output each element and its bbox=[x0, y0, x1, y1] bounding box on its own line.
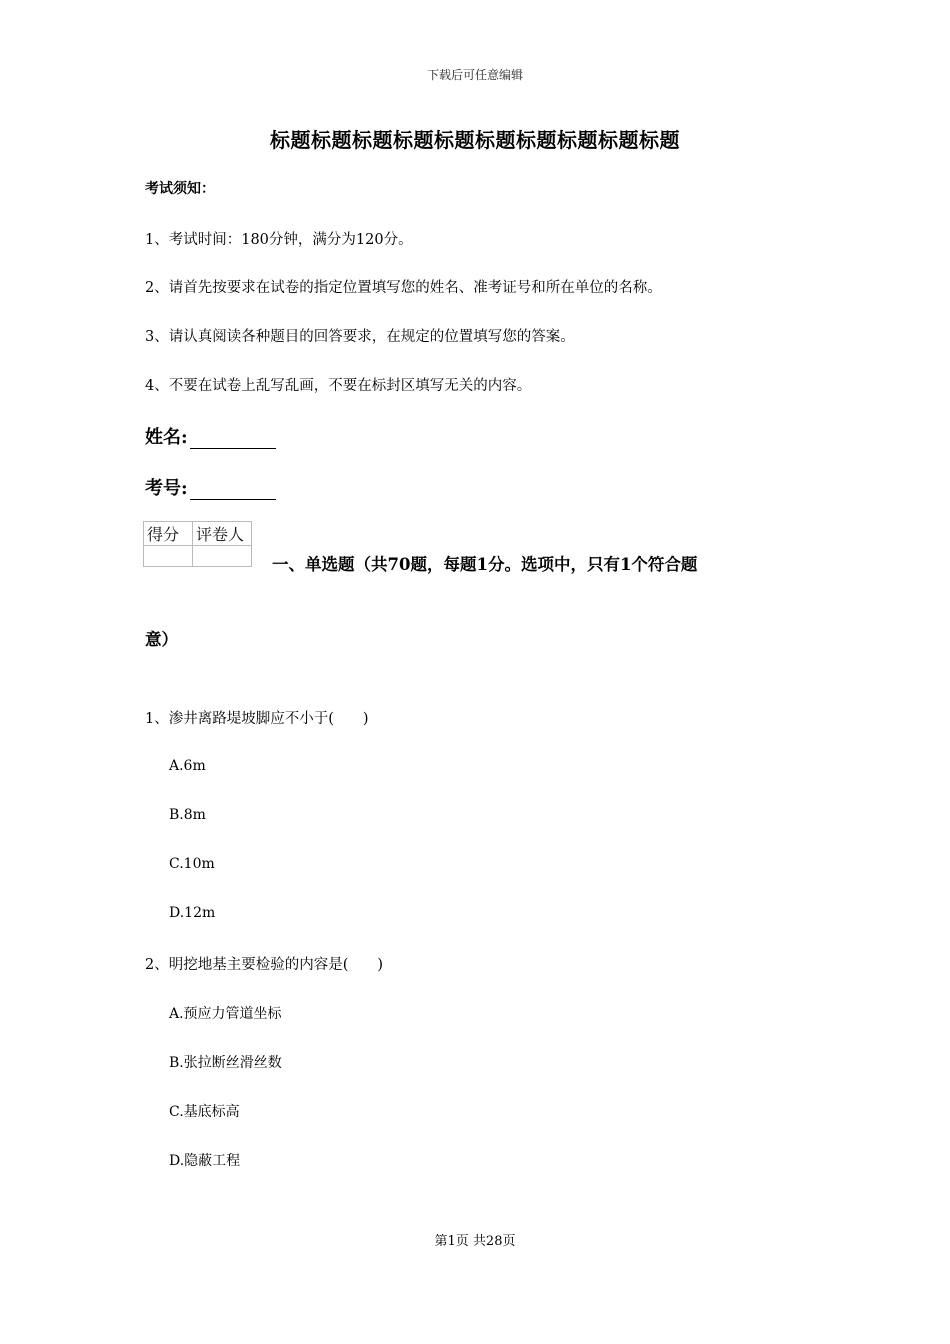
notice-heading: 考试须知： bbox=[145, 181, 215, 197]
question-option: A.6m bbox=[169, 758, 206, 774]
exam-id-field[interactable] bbox=[145, 474, 276, 500]
name-label: 姓名: bbox=[145, 427, 188, 448]
question-stem: 2、明挖地基主要检验的内容是( ) bbox=[145, 957, 384, 973]
score-cell[interactable] bbox=[144, 546, 193, 567]
question-option: C.基底标高 bbox=[169, 1104, 240, 1120]
score-header: 得分 bbox=[144, 522, 193, 546]
section-title-continued: 意） bbox=[145, 630, 178, 649]
question-option: B.张拉断丝滑丝数 bbox=[169, 1055, 282, 1071]
exam-id-blank-line[interactable] bbox=[190, 481, 276, 500]
name-blank-line[interactable] bbox=[190, 430, 276, 449]
name-field[interactable] bbox=[145, 423, 276, 449]
notice-rule: 3、请认真阅读各种题目的回答要求，在规定的位置填写您的答案。 bbox=[145, 329, 575, 345]
notice-rule: 2、请首先按要求在试卷的指定位置填写您的姓名、准考证号和所在单位的名称。 bbox=[145, 280, 662, 296]
header-note: 下载后可任意编辑 bbox=[426, 68, 523, 82]
notice-rule: 1、考试时间：180分钟，满分为120分。 bbox=[145, 232, 413, 248]
score-table bbox=[143, 521, 252, 567]
document-title: 标题标题标题标题标题标题标题标题标题标题 bbox=[270, 128, 680, 152]
notice-rule: 4、不要在试卷上乱写乱画，不要在标封区填写无关的内容。 bbox=[145, 378, 532, 394]
grader-cell[interactable] bbox=[193, 546, 252, 567]
question-stem: 1、渗井离路堤坡脚应不小于( ) bbox=[145, 711, 369, 727]
grader-header: 评卷人 bbox=[193, 522, 252, 546]
question-option: D.隐蔽工程 bbox=[169, 1153, 241, 1169]
exam-id-label: 考号: bbox=[145, 478, 188, 499]
page-footer: 第1页 共28页 bbox=[434, 1234, 516, 1249]
question-option: A.预应力管道坐标 bbox=[169, 1006, 282, 1022]
question-option: D.12m bbox=[169, 905, 216, 921]
question-option: C.10m bbox=[169, 856, 215, 872]
question-option: B.8m bbox=[169, 807, 206, 823]
section-title: 一、单选题（共70题，每题1分。选项中，只有1个符合题 bbox=[272, 555, 698, 574]
